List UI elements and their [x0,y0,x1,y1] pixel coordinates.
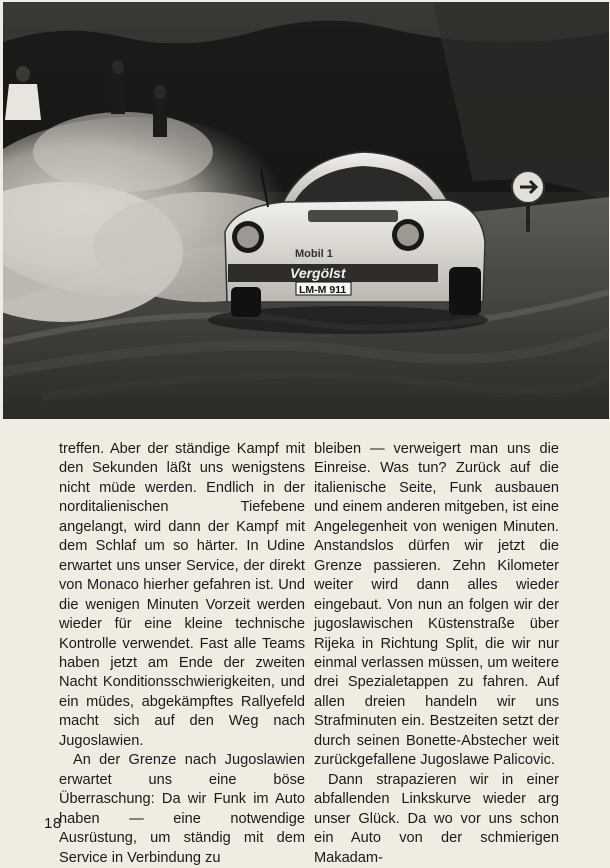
bumper-sponsor-text: Vergölst [290,265,346,281]
paragraph: bleiben — verweigert man uns die Einreise. Was tun? Zurück auf die italienische Seite, Funk ausbauen und einem anderen mitgeben, ist eine Angelegenheit von wenigen Minuten. Anstandslos dürfen wir jetzt die Grenze passieren. Zehn Kilometer weiter wird dann alles wieder eingebaut. Von nun an folgen wir der jugoslawischen Küstenstraße über Rijeka in Richtung Split, die wir nur einmal verlassen müssen, um weitere drei Spezialetappen zu fahren. Auf allen dreien handeln wir uns Strafminuten ein. Bestzeiten setzt der durch seinen Bonette-Abstecher weit zurückgefallene Jugoslawe Palicovic. [314,441,559,769]
paragraph: treffen. Aber der ständige Kampf mit den Sekunden läßt uns wenigstens nicht müde werden. Endlich in der norditalienischen Tiefebene angelangt, wird dann der Kampf mit dem Schlaf um so härter. In Udine erwartet uns unser Service, der direkt von Monaco hierher gefahren ist. Und die wenigen Minuten Vorzeit werden wieder für eine kleine technische Kontrolle verwendet. Fast alle Teams haben jetzt am Ende der zweiten Nacht Konditionsschwierigkeiten, und ein müdes, abgekämpftes Rallyefeld macht sich auf den Weg nach Jugoslawien. [59,441,305,749]
rally-photo-illustration [3,2,609,419]
text-column-left [59,440,305,868]
paragraph: An der Grenze nach Jugoslawien erwartet uns eine böse Überraschung: Da wir Funk im Auto haben — eine notwendige Ausrüstung, um ständig mit dem Service in Verbindung zu [59,752,305,866]
text-column-right [314,440,559,868]
paragraph: Dann strapazieren wir in einer abfallenden Linkskurve wieder arg unser Glück. Da wo vor uns schon ein Auto von der schmierigen Makadam- [314,771,559,866]
hood-sponsor-text: Mobil 1 [295,248,333,260]
page-number: 18 [44,815,62,832]
rally-car-photo [3,2,609,419]
license-plate-text: LM-M 911 [299,284,347,296]
